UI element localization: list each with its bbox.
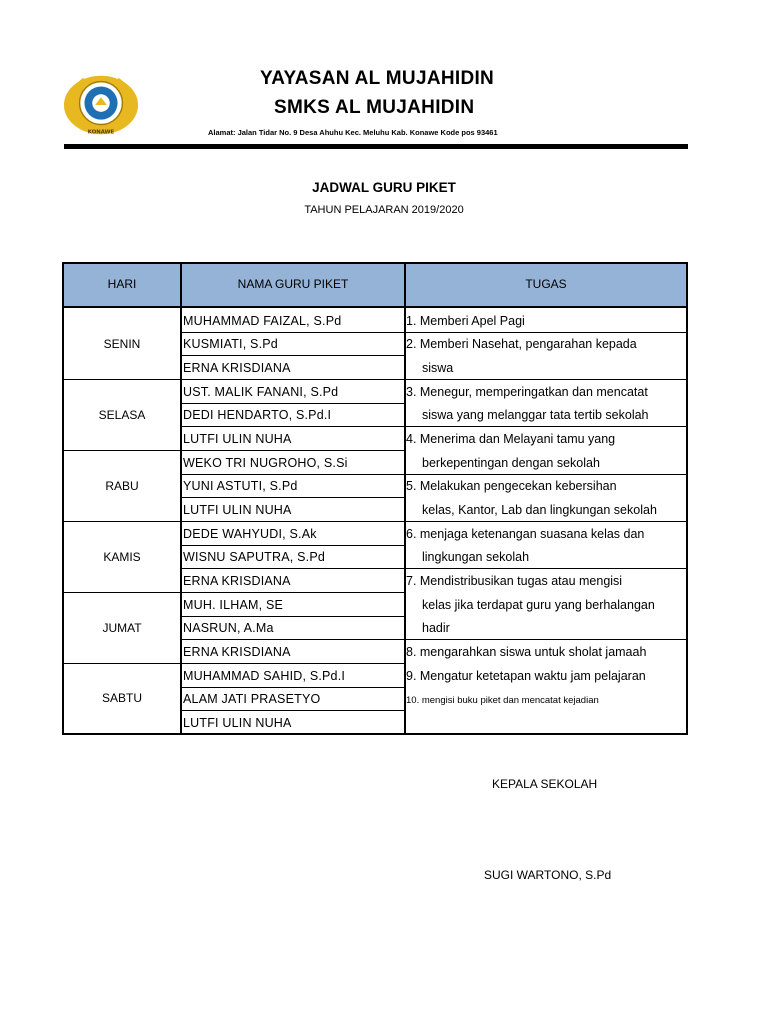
column-divider [404,262,406,735]
task-divider [404,568,688,569]
task-divider [404,332,688,333]
name-divider [180,450,404,451]
row-divider [62,521,180,522]
teacher-name: YUNI ASTUTI, S.Pd [183,479,298,493]
task-line: kelas jika terdapat guru yang berhalangan [422,598,655,612]
name-divider [180,710,404,711]
task-line: siswa [422,361,454,375]
name-divider [180,403,404,404]
logo-text: KONAWE [87,129,115,136]
duty-schedule-table [62,262,688,735]
name-divider [180,687,404,688]
name-divider [180,521,404,522]
school-logo [62,66,140,144]
teacher-name: ERNA KRISDIANA [183,361,291,375]
column-header-tasks: TUGAS [406,262,686,308]
teacher-name: LUTFI ULIN NUHA [183,503,292,517]
name-divider [180,545,404,546]
name-divider [180,592,404,593]
teacher-name: DEDI HENDARTO, S.Pd.I [183,408,332,422]
name-divider [180,355,404,356]
name-divider [180,639,404,640]
task-divider [404,426,688,427]
task-line: 2. Memberi Nasehat, pengarahan kepada [406,337,637,351]
teacher-name: LUTFI ULIN NUHA [183,432,292,446]
name-divider [180,568,404,569]
task-line: 6. menjaga ketenangan suasana kelas dan [406,527,645,541]
task-line: 8. mengarahkan siswa untuk sholat jamaah [406,645,647,659]
teacher-name: MUHAMMAD SAHID, S.Pd.I [183,669,346,683]
task-divider [404,521,688,522]
task-line: 1. Memberi Apel Pagi [406,314,525,328]
day-cell: KAMIS [103,549,141,564]
document-title: JADWAL GURU PIKET [312,180,456,195]
column-header-day: HARI [64,262,180,308]
teacher-name: MUH. ILHAM, SE [183,598,284,612]
teacher-name: MUHAMMAD FAIZAL, S.Pd [183,314,342,328]
name-divider [180,497,404,498]
teacher-name: ERNA KRISDIANA [183,574,291,588]
day-cell: RABU [105,478,139,493]
day-cell: JUMAT [102,620,142,635]
task-divider [404,639,688,640]
column-header-teacher: NAMA GURU PIKET [182,262,404,308]
task-divider [404,474,688,475]
teacher-name: UST. MALIK FANANI, S.Pd [183,385,339,399]
task-line: hadir [422,621,450,635]
teacher-name: ERNA KRISDIANA [183,645,291,659]
task-line: 4. Menerima dan Melayani tamu yang [406,432,616,446]
header-divider [64,144,688,149]
task-line: 9. Mengatur ketetapan waktu jam pelajaran [406,669,646,683]
academic-year: TAHUN PELAJARAN 2019/2020 [304,204,464,216]
school-address: Alamat: Jalan Tidar No. 9 Desa Ahuhu Kec. Meluhu Kab. Konawe Kode pos 93461 [208,128,498,137]
task-line: lingkungan sekolah [422,550,530,564]
name-divider [180,379,404,380]
task-divider [404,379,688,380]
teacher-name: LUTFI ULIN NUHA [183,716,292,730]
school-name: SMKS AL MUJAHIDIN [274,97,475,118]
signature-name: SUGI WARTONO, S.Pd [484,868,612,882]
task-line: 7. Mendistribusikan tugas atau mengisi [406,574,623,588]
teacher-name: KUSMIATI, S.Pd [183,337,278,351]
row-divider [62,450,180,451]
teacher-name: ALAM JATI PRASETYO [183,692,321,706]
name-divider [180,663,404,664]
name-divider [180,426,404,427]
teacher-name: WEKO TRI NUGROHO, S.Si [183,456,348,470]
foundation-name: YAYASAN AL MUJAHIDIN [260,68,495,89]
row-divider [62,663,180,664]
task-line: 3. Menegur, memperingatkan dan mencatat [406,385,648,399]
column-divider [180,262,182,735]
teacher-name: NASRUN, A.Ma [183,621,274,635]
task-line: kelas, Kantor, Lab dan lingkungan sekolah [422,503,657,517]
day-cell: SABTU [101,691,142,705]
signature-role: KEPALA SEKOLAH [492,777,598,791]
task-line: siswa yang melanggar tata tertib sekolah [422,408,649,422]
teacher-name: DEDE WAHYUDI, S.Ak [183,527,317,541]
task-line: 5. Melakukan pengecekan kebersihan [406,479,617,493]
day-cell: SELASA [98,407,146,422]
row-divider [62,379,180,380]
name-divider [180,332,404,333]
day-cell: SENIN [103,336,141,351]
teacher-name: WISNU SAPUTRA, S.Pd [183,550,326,564]
row-divider [62,592,180,593]
name-divider [180,474,404,475]
name-divider [180,616,404,617]
task-line: berkepentingan dengan sekolah [422,456,600,470]
task-line: 10. mengisi buku piket dan mencatat kejadian [406,695,599,706]
